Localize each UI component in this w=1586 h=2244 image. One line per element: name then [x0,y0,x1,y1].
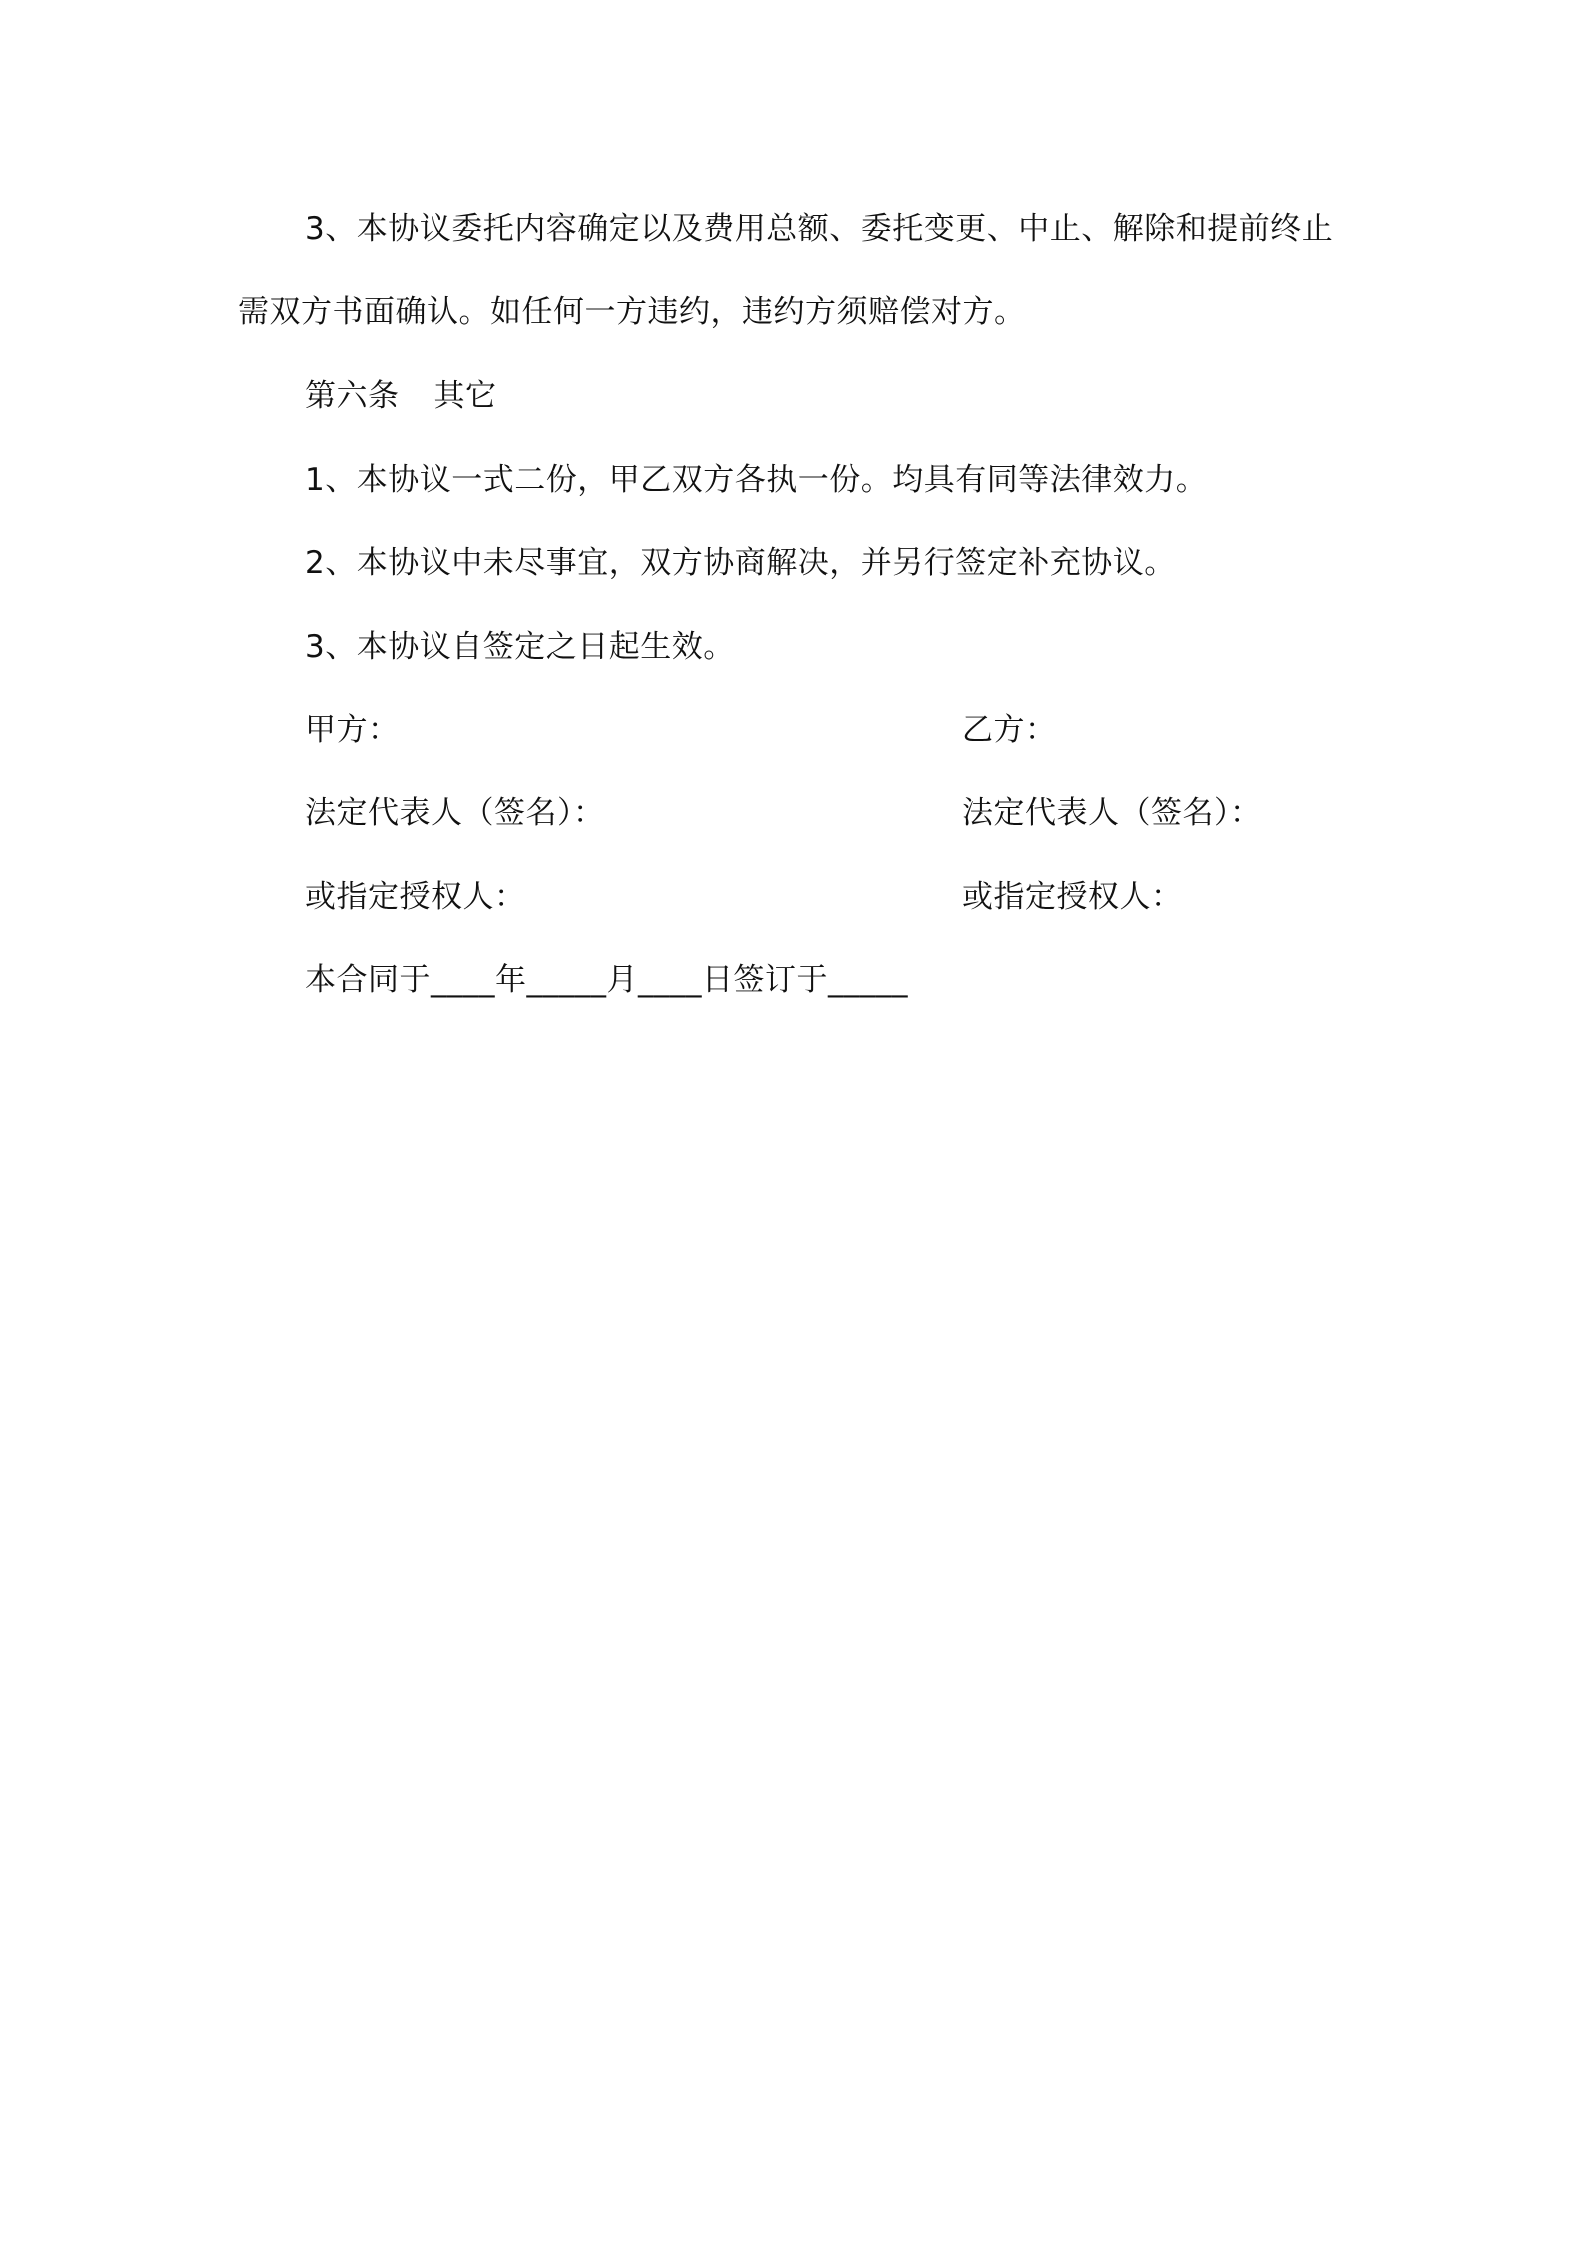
party-a-authorized-label: 或指定授权人： [305,879,526,915]
article-6-item-2: 2、本协议中未尽事宜，双方协商解决，并另行签定补充协议。 [305,545,1176,581]
article-6-heading [305,376,497,416]
article-6-title: 其它 [433,378,497,414]
party-a-label: 甲方： [305,712,400,748]
party-b-authorized-label: 或指定授权人： [962,879,1183,915]
clause-3-line-1: 3、本协议委托内容确定以及费用总额、委托变更、中止、解除和提前终止 [305,211,1334,247]
signing-date-line: 本合同于____年_____月____日签订于_____ [305,962,908,998]
party-b-representative-label: 法定代表人（签名）： [962,795,1262,831]
article-6-item-3: 3、本协议自签定之日起生效。 [305,629,735,665]
clause-3-line-2: 需双方书面确认。如任何一方违约，违约方须赔偿对方。 [238,294,1026,330]
article-6-number: 第六条 [305,378,400,414]
party-a-representative-label: 法定代表人（签名）： [305,795,605,831]
article-6-item-1: 1、本协议一式二份，甲乙双方各执一份。均具有同等法律效力。 [305,462,1208,498]
party-b-label: 乙方： [962,712,1057,748]
